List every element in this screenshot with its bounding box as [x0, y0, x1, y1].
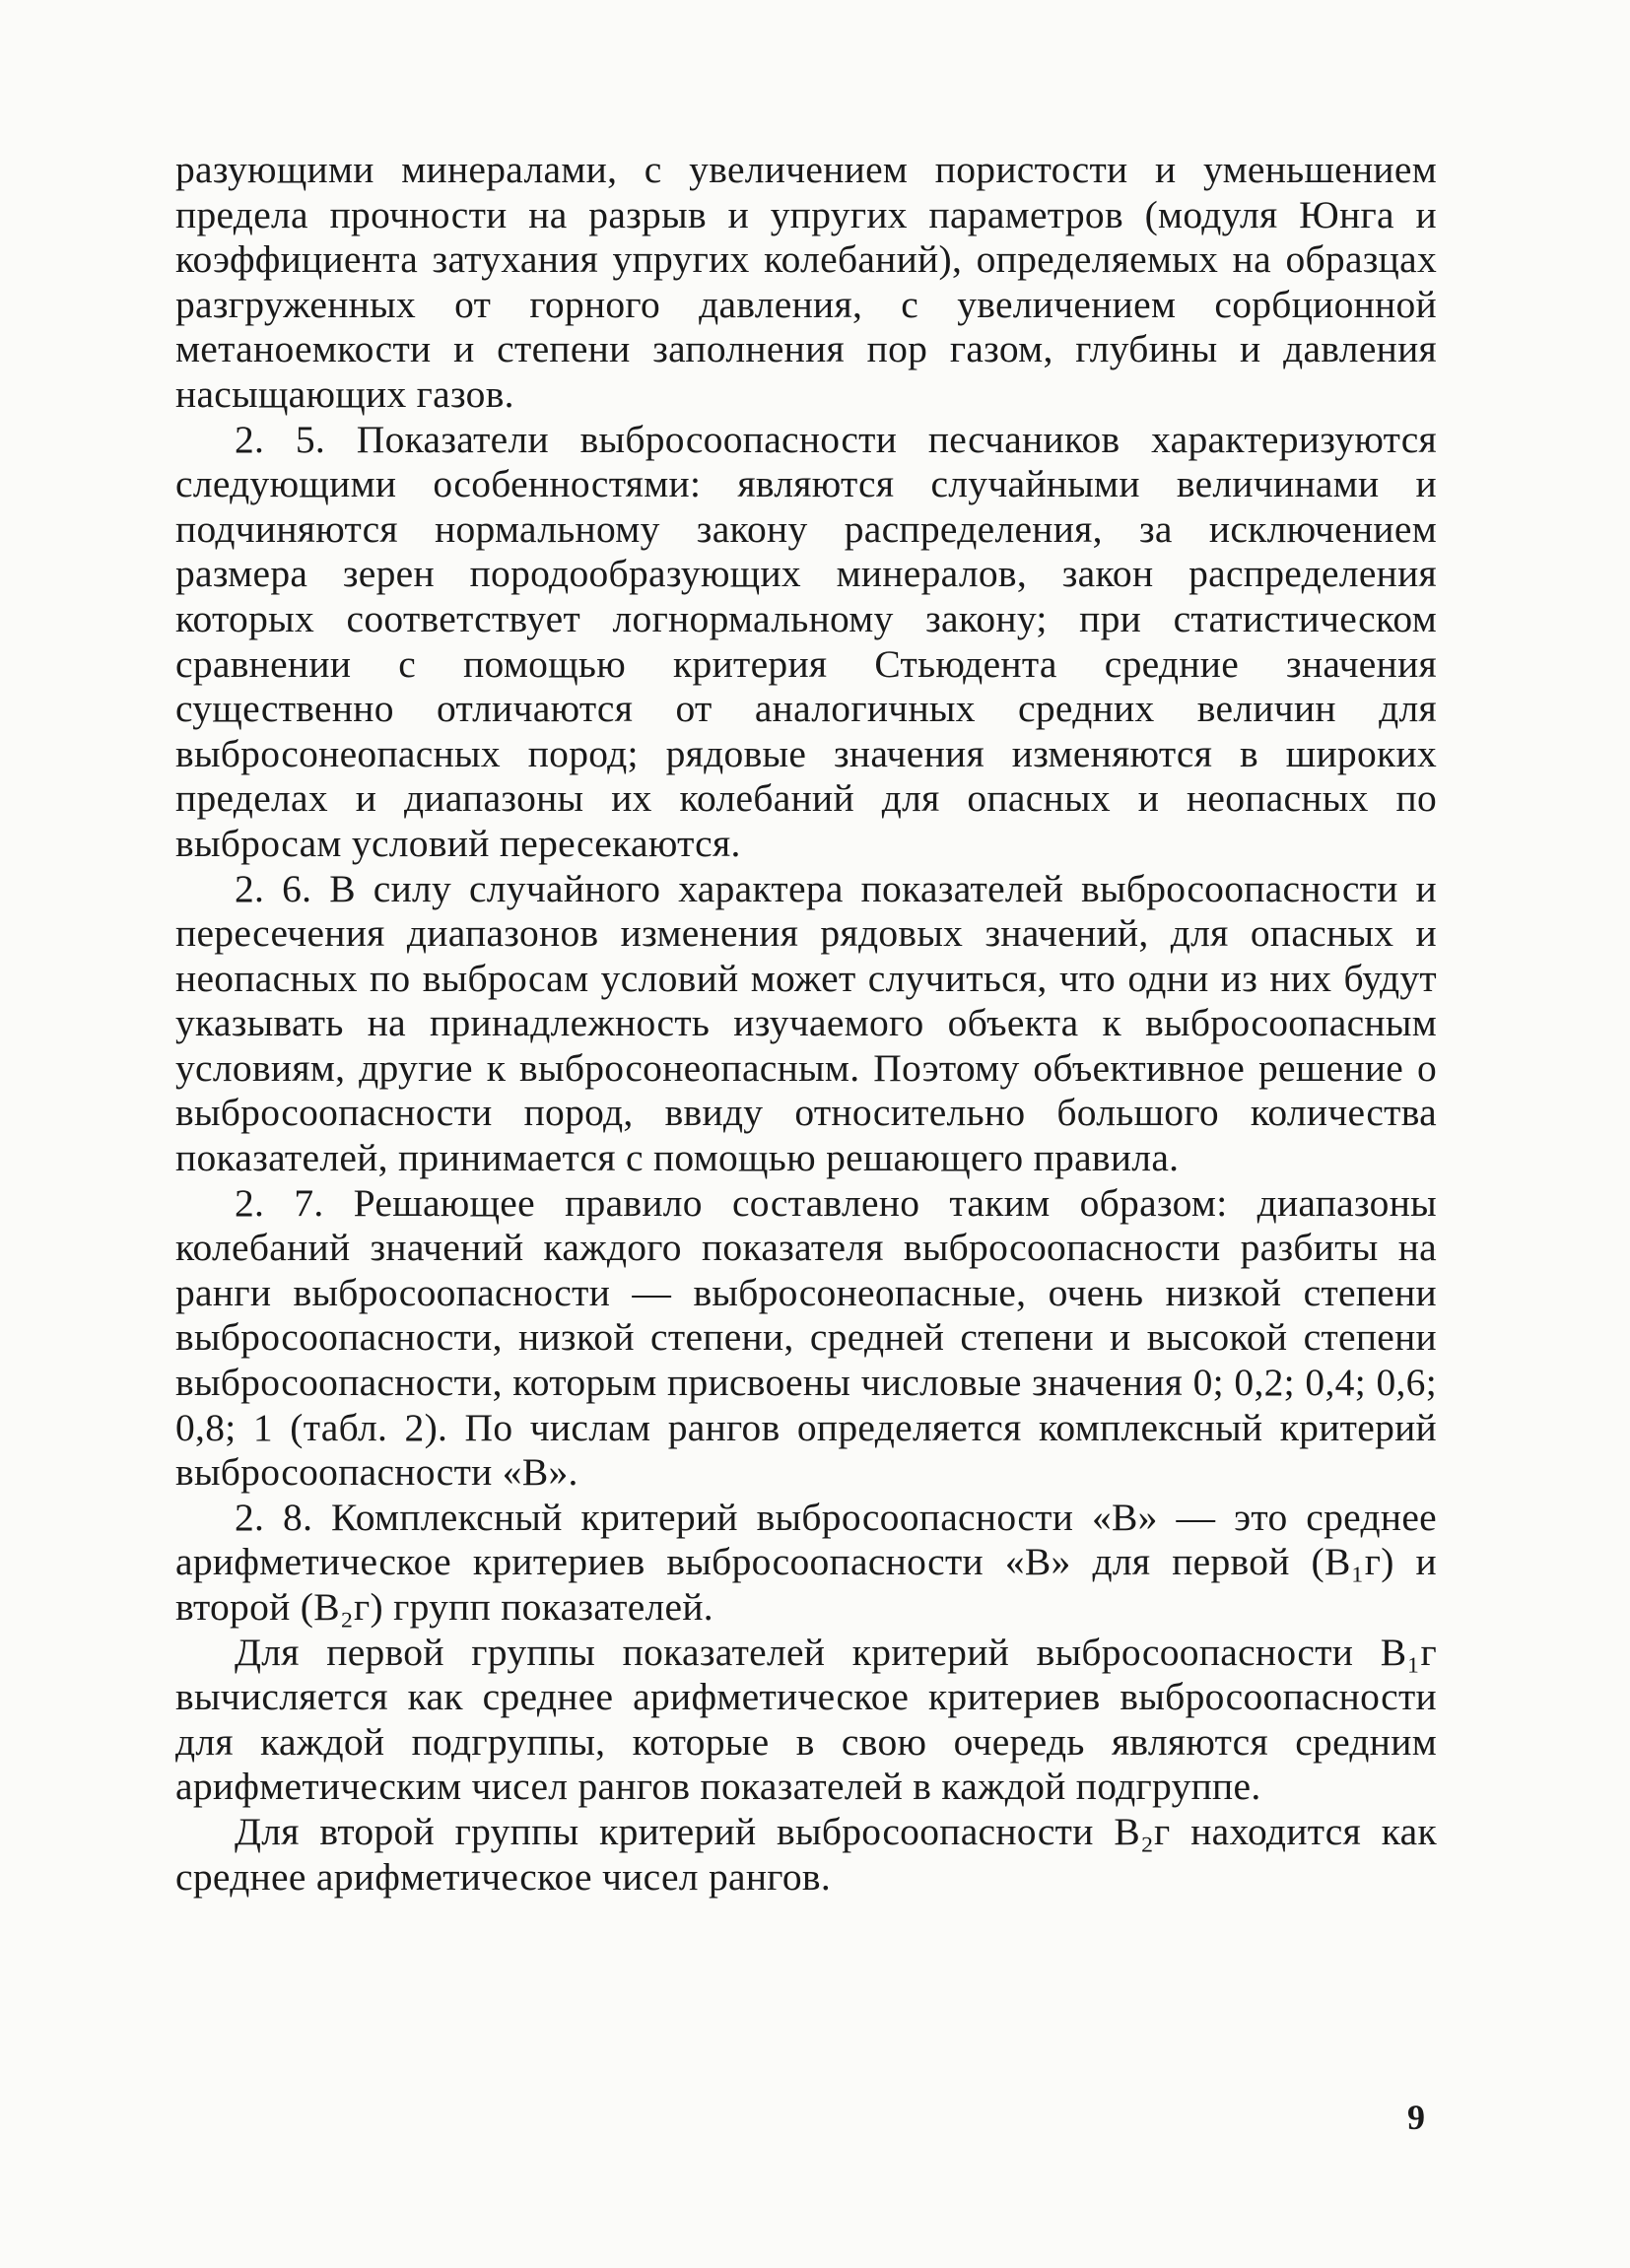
document-page: [175, 148, 1437, 1900]
paragraph-continuation: разующими минералами, с увеличением пористости и уменьшением предела прочности на разрыв и упругих параметров (модуля Юнга и коэффициента затухания упругих колебаний), определяемых на образцах разгруженных от горного давления, с увеличением сорбционной метаноемкости и степени заполнения пор газом, глубины и давления насыщающих газов.: [175, 148, 1437, 416]
page-number: 9: [1407, 2098, 1425, 2137]
paragraph-second-group: Для второй группы критерий выбросоопасности В₂г находится как среднее арифметическое чисел рангов.: [175, 1809, 1437, 1899]
paragraph-2-6: 2. 6. В силу случайного характера показателей выбросоопасности и пересечения диапазонов изменения рядовых значений, для опасных и неопасных по выбросам условий может случиться, что одни из них будут указывать на принадлежность изучаемого объекта к выбросоопасным условиям, другие к выбросонеопасным. Поэтому объективное решение о выбросоопасности пород, ввиду относительно большого количества показателей, принимается с помощью решающего правила.: [175, 866, 1437, 1180]
paragraph-2-7: 2. 7. Решающее правило составлено таким образом: диапазоны колебаний значений каждого показателя выбросоопасности разбиты на ранги выбросоопасности — выбросонеопасные, очень низкой степени выбросоопасности, низкой степени, средней степени и высокой степени выбросоопасности, которым присвоены числовые значения 0; 0,2; 0,4; 0,6; 0,8; 1 (табл. 2). По числам рангов определяется комплексный критерий выбросоопасности «В».: [175, 1180, 1437, 1495]
paragraph-2-5: 2. 5. Показатели выбросоопасности песчаников характеризуются следующими особенностями: являются случайными величинами и подчиняются нормальному закону распределения, за исключением размера зерен породообразующих минералов, закон распределения которых соответствует логнормальному закону; при статистическом сравнении с помощью критерия Стьюдента средние значения существенно отличаются от аналогичных средних величин для выбросонеопасных пород; рядовые значения изменяются в широких пределах и диапазоны их колебаний для опасных и неопасных по выбросам условий пересекаются.: [175, 417, 1437, 865]
paragraph-first-group: Для первой группы показателей критерий выбросоопасности В₁г вычисляется как среднее арифметическое критериев выбросоопасности для каждой подгруппы, которые в свою очередь являются средним арифметическим чисел рангов показателей в каждой подгруппе.: [175, 1630, 1437, 1809]
paragraph-2-8: 2. 8. Комплексный критерий выбросоопасности «В» — это среднее арифметическое критериев выбросоопасности «В» для первой (В₁г) и второй (В₂г) групп показателей.: [175, 1495, 1437, 1629]
